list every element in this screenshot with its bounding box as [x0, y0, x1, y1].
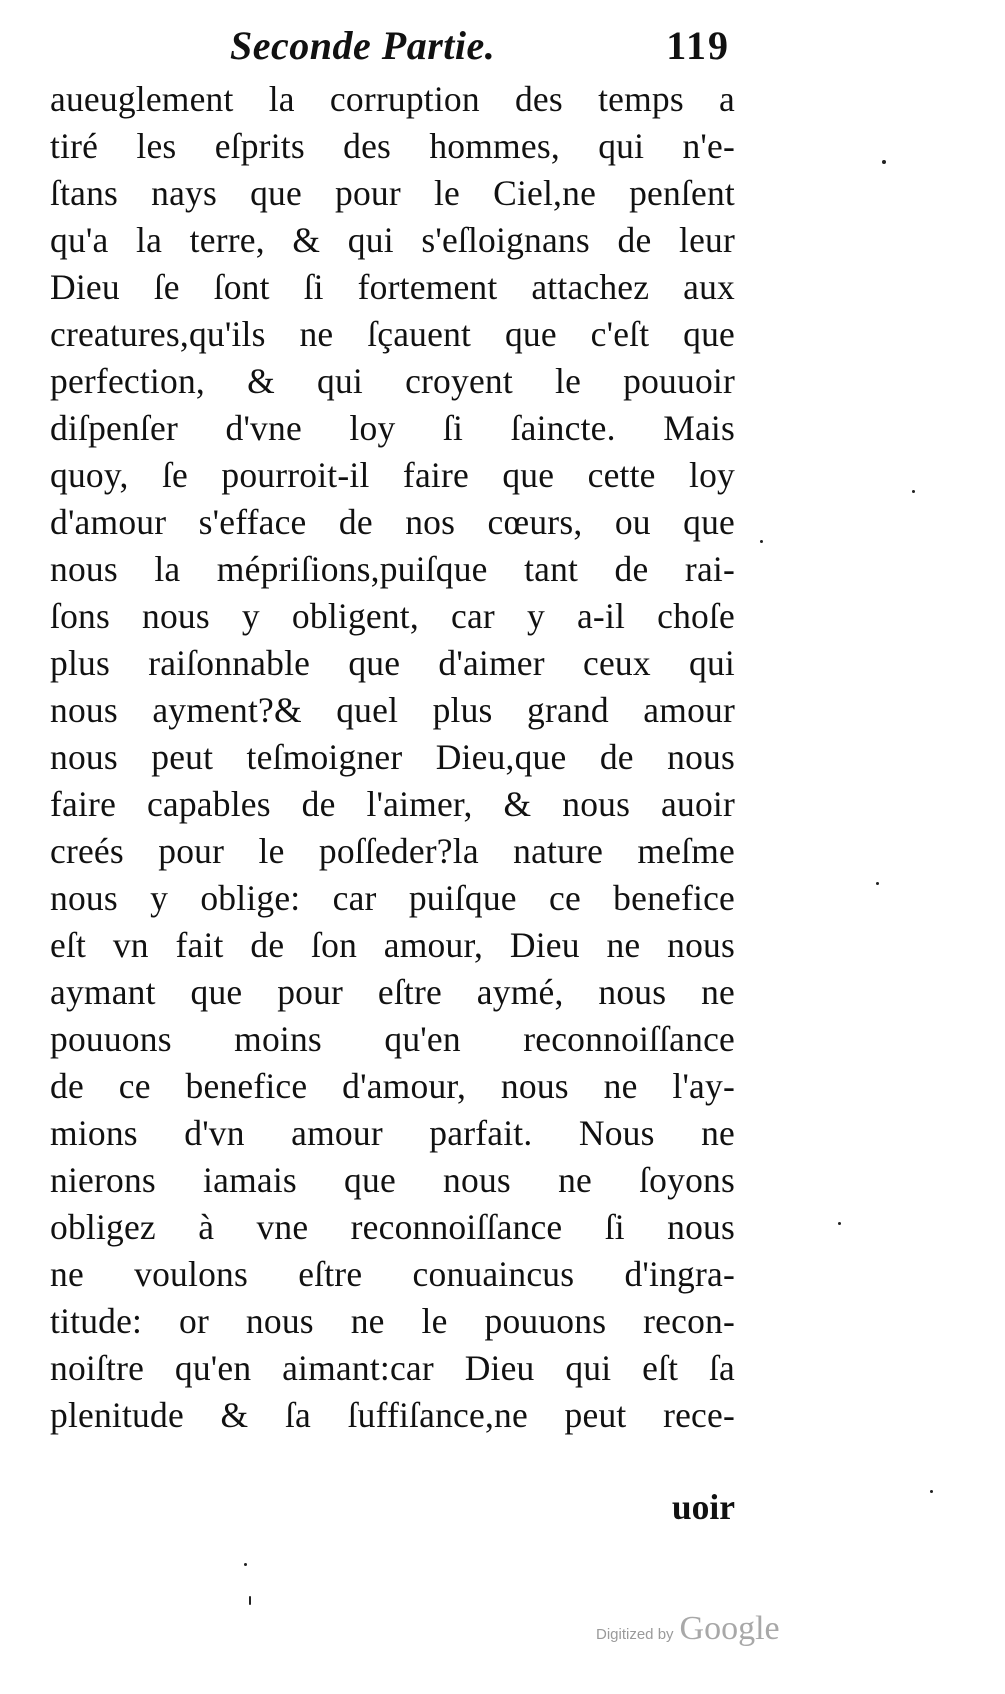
- text-line-16: faire capables de l'aimer, & nous auoir: [50, 784, 735, 824]
- text-line-27: titude: or nous ne le pouuons recon-: [50, 1301, 735, 1341]
- page-number: 119: [666, 23, 730, 68]
- ink-speck-dot: [244, 1563, 247, 1566]
- digitizer-watermark: [596, 1610, 780, 1660]
- catchword: uoir: [671, 1487, 735, 1527]
- text-line-23: mions d'vn amour parfait. Nous ne: [50, 1113, 735, 1153]
- ink-speck-dot: [876, 882, 879, 885]
- text-line-19: eſt vn fait de ſon amour, Dieu ne nous: [50, 925, 735, 965]
- running-title: Seconde Partie.: [230, 23, 496, 68]
- watermark-brand: Google: [679, 1610, 780, 1647]
- text-line-12: ſons nous y obligent, car y a-il choſe: [50, 596, 735, 636]
- ink-speck-dot: [760, 540, 763, 543]
- text-line-15: nous peut teſmoigner Dieu,que de nous: [50, 737, 735, 777]
- text-line-17: creés pour le poſſeder?la nature meſme: [50, 831, 735, 871]
- ink-speck-dot: [249, 1596, 251, 1605]
- text-line-8: diſpenſer d'vne loy ſi ſaincte. Mais: [50, 408, 735, 448]
- text-line-6: creatures,qu'ils ne ſçauent que c'eſt que: [50, 314, 735, 354]
- ink-speck-dot: [912, 490, 915, 493]
- text-line-13: plus raiſonnable que d'aimer ceux qui: [50, 643, 735, 683]
- text-line-20: aymant que pour eſtre aymé, nous ne: [50, 972, 735, 1012]
- running-head: [230, 18, 730, 74]
- text-line-24: nierons iamais que nous ne ſoyons: [50, 1160, 735, 1200]
- text-line-14: nous ayment?& quel plus grand amour: [50, 690, 735, 730]
- text-line-5: Dieu ſe ſont ſi fortement attachez aux: [50, 267, 735, 307]
- text-line-4: qu'a la terre, & qui s'eſloignans de leur: [50, 220, 735, 260]
- text-line-28: noiſtre qu'en aimant:car Dieu qui eſt ſa: [50, 1348, 735, 1388]
- text-line-11: nous la mépriſions,puiſque tant de rai-: [50, 549, 735, 589]
- ink-speck-dot: [838, 1222, 841, 1225]
- text-line-29: plenitude & ſa ſuffiſance,ne peut rece-: [50, 1395, 735, 1435]
- watermark-prefix: Digitized by: [596, 1626, 674, 1643]
- text-line-26: ne voulons eſtre conuaincus d'ingra-: [50, 1254, 735, 1294]
- text-line-22: de ce benefice d'amour, nous ne l'ay-: [50, 1066, 735, 1106]
- text-line-3: ſtans nays que pour le Ciel,ne penſent: [50, 173, 735, 213]
- text-line-25: obligez à vne reconnoiſſance ſi nous: [50, 1207, 735, 1247]
- text-line-18: nous y oblige: car puiſque ce benefice: [50, 878, 735, 918]
- text-line-10: d'amour s'efface de nos cœurs, ou que: [50, 502, 735, 542]
- text-line-9: quoy, ſe pourroit-il faire que cette loy: [50, 455, 735, 495]
- ink-speck-dot: [882, 160, 886, 164]
- text-line-2: tiré les eſprits des hommes, qui n'e-: [50, 126, 735, 166]
- text-line-1: aueuglement la corruption des temps a: [50, 79, 735, 119]
- text-line-21: pouuons moins qu'en reconnoiſſance: [50, 1019, 735, 1059]
- ink-speck-dot: [930, 1490, 933, 1493]
- body-text: [50, 76, 735, 1439]
- text-line-7: perfection, & qui croyent le pouuoir: [50, 361, 735, 401]
